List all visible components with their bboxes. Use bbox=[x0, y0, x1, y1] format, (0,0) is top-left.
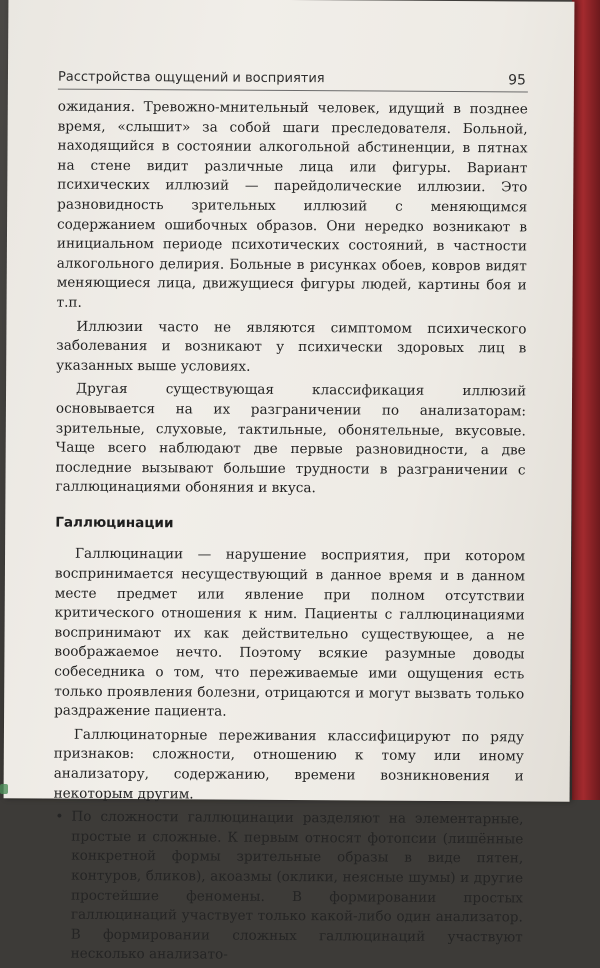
sticker-icon bbox=[0, 784, 8, 794]
list-item bbox=[53, 808, 524, 968]
book-cover-edge bbox=[572, 0, 600, 800]
running-header bbox=[58, 67, 528, 93]
paragraph: Галлюцинации — нарушение восприятия, при котором воспринимается несуществующий в данное время и в данном месте предмет или явление при полном отсутствии критического отношения к ним. Пациенты с галлюцинациями воспринимают их как действительно существующее, а не воображаемое нечто. Поэтому всякие разумные доводы собеседника о том, что переживаемые ими ощущения есть только проявления болезни, отрицаются и могут вызвать только раздражение пациента. bbox=[54, 546, 526, 720]
paragraph: Другая существующая классификация иллюзий основывается на их разграничении по анализаторам: зрительные, слуховые, тактильные, обонятельные, вкусовые. Чаще всего наблюдают две первые разновидности, а две последние вызывают большие трудности в разграничении с галлюцинациями обоняния и вкуса. bbox=[55, 381, 527, 497]
list-item-text: По сложности галлюцинации разделяют на элементарные, простые и сложные. К первым относят фотопсии (лишённые конкретной формы зрительные образы в виде пятен, контуров, бликов), акоазмы (оклики, неясные шумы) и другие простейшие феномены. В формировании простых галлюцинаций участвует только какой-либо один анализатор. В формировании сложных галлюцинаций участвуют несколько анализато- bbox=[70, 808, 524, 963]
book-page bbox=[4, 0, 575, 963]
chapter-title: Расстройства ощущений и восприятия bbox=[57, 69, 325, 87]
body-text bbox=[53, 98, 528, 968]
paragraph: Галлюцинаторные переживания классифицируют по ряду признаков: сложности, отношению к тому или иному анализатору, содержанию, времени возникновения и некоторым другим. bbox=[53, 726, 524, 803]
page-number: 95 bbox=[508, 72, 527, 89]
bullet-list bbox=[53, 808, 524, 968]
bullet-icon: • bbox=[55, 808, 64, 825]
page-content bbox=[53, 67, 528, 968]
paragraph: ожидания. Тревожно-мнительный человек, идущий в позднее время, «слышит» за собой шаги преследователя. Больной, находящийся в состоянии алкогольной абстиненции, в пятнах на стене видит различные лица или фигуры. Вариант психических иллюзий — парейдолические иллюзии. Это разновидность зрительных иллюзий с меняющимся содержанием ошибочных образов. Они нередко возникают в инициальном периоде психотических состояний, в частности алкогольного делирия. Больные в рисунках обоев, ковров видят меняющиеся лица, движущиеся фигуры людей, картины боя и т.п. bbox=[56, 98, 528, 311]
paragraph: Иллюзии часто не являются симптомом психического заболевания и возникают у психически здоровых лиц в указанных выше условиях. bbox=[56, 318, 527, 375]
section-heading: Галлюцинации bbox=[55, 514, 174, 532]
